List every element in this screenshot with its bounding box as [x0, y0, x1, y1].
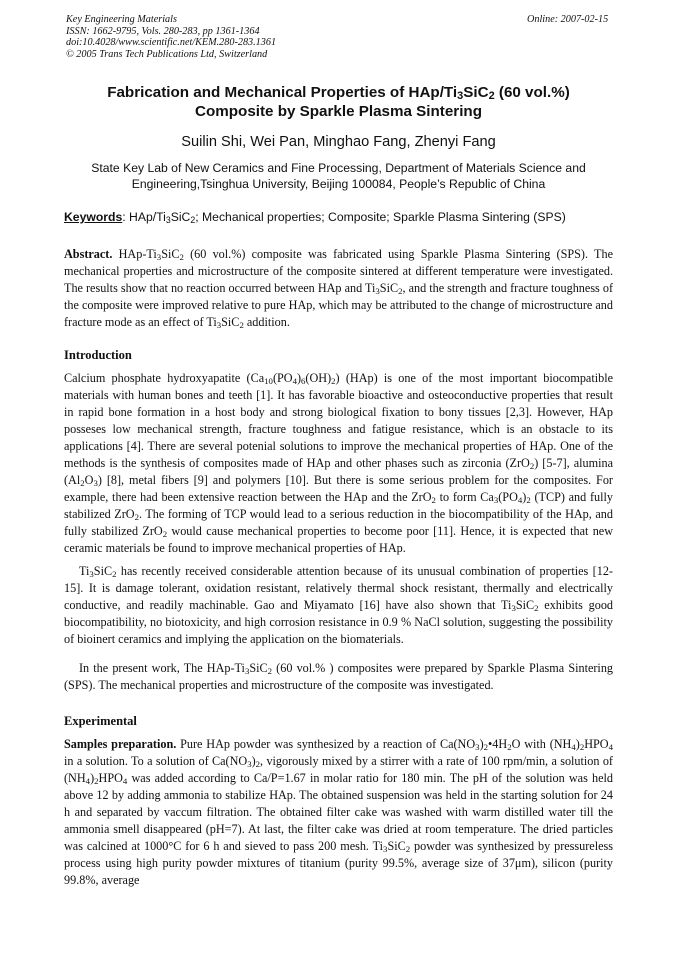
- online-date: Online: 2007-02-15: [527, 14, 609, 25]
- affiliation: [72, 160, 605, 192]
- abstract-paragraph: Abstract. HAp-$Ti_3SiC_2$ (60 vol.%) composite was fabricated using Sparkle Plasma Sintering (SPS). The mechanical properties and microstructure of the composite sintered at different temperature were investigated. The results show that no reaction occurred between HAp and $Ti_3SiC_2$, and the strength and fracture toughness of the composite were improved relative to pure HAp, which may be attributed to the change of microstructure and fracture mode as an effect of $Ti_3SiC_2$ addition.: [64, 247, 613, 330]
- affiliation-line-2: Engineering,Tsinghua University, Beijing 100084, People’s Republic of China: [131, 177, 546, 191]
- author-list: Suilin Shi, Wei Pan, Minghao Fang, Zhenyi Fang: [181, 134, 496, 150]
- paper-title: [62, 83, 615, 121]
- title-line-2: Composite by Sparkle Plasma Sintering: [195, 103, 482, 120]
- samples-preparation-label: Samples preparation.: [64, 737, 177, 751]
- affiliation-line-1: State Key Lab of New Ceramics and Fine Processing, Department of Materials Science and: [91, 161, 586, 175]
- journal-name: Key Engineering Materials: [66, 14, 177, 25]
- intro-paragraph-1: Calcium phosphate hydroxyapatite $(Ca_{10}(PO_4)_6(OH)_2)$ (HAp) is one of the most important biocompatible materials with human bones and teeth [1]. It has favorable bioactive and osteoconductive properties that result in rapid bone formation in a host body and strong biological fixation to bony tissues [2,3]. However, HAp posseses low mechanical strength, fracture toughness and fatigue resistance, which is an obstacle to its applications [4]. There are several potenial solutions to improve the mechanical properties of HAp. One of the methods is the synthesis of composites made of HAp and other phases such as zirconia (ZrO$_2$) [5-7], alumina $(Al_2O_3)$ [8], metal fibers [9] and polymers [10]. But there is some serious problem for the composites. For example, there had been extensive reaction between the HAp and the ZrO$_2$ to form $Ca_3(PO_4)_2$ (TCP) and fully stabilized ZrO$_2$. The forming of TCP would lead to a serious reduction in the biocompatibility of the HAp, and fully stabilized ZrO$_2$ would cause mechanical properties to become poor [11]. Hence, it is expected that new ceramic materials be found to improve mechanical properties of HAp.: [64, 371, 613, 555]
- keywords-label: Keywords: [64, 210, 123, 224]
- intro-paragraph-2: $Ti_3SiC_2$ has recently received considerable attention because of its unusual combination of properties [12-15]. It is damage tolerant, oxidation resistant, relatively thermal shock resistant, thermally and electrically conductive, and readily machinable. Gao and Miyamato [16] have also shown that $Ti_3SiC_2$ exhibits good biocompatibility, no biotoxicity, and high corrosion resistance in 0.9 % NaCl solution, suggesting the possibility of bioinert ceramics and implying the application on the biomaterials.: [64, 564, 614, 646]
- keywords-line: Keywords: HAp/$Ti_3SiC_2$; Mechanical properties; Composite; Sparkle Plasma Sintering (SPS): [64, 210, 566, 225]
- copyright-line: © 2005 Trans Tech Publications Ltd, Switzerland: [66, 48, 268, 60]
- title-line-1: Fabrication and Mechanical Properties of HAp/$Ti_3SiC_2$ (60 vol.%): [107, 84, 570, 102]
- issn-line: ISSN: 1662-9795, Vols. 280-283, pp 1361-1364: [66, 25, 260, 37]
- journal-header: [66, 14, 276, 60]
- abstract-label: Abstract.: [64, 247, 113, 261]
- experimental-paragraph: Samples preparation. Pure HAp powder was synthesized by a reaction of $Ca(NO_3)_2•4H_2O$ with $(NH_4)_2HPO_4$ in a solution. To a solution of $Ca(NO_3)_2$, vigorously mixed by a stirrer with a rate of 100 rpm/min, a solution of $(NH_4)_2HPO_4$ was added according to Ca/P=1.67 in molar ratio for 180 min. The pH of the solution was held above 12 by adding ammonia to stabilize HAp. The obtained suspension was held in the starting solution for 24 h and separated by vaccum filtration. The obtained filter cake was washed with warm distilled water till the ammonia smell disappeared (pH=7). At last, the filter cake was dried at room temperature. The dried particles was calcined at 1000°C for 6 h and sieved to pass 200 mesh. $Ti_3SiC_2$ powder was synthesized by pressureless process using high purity powder mixtures of titanium (purity 99.5%, average size of 37μm), silicon (purity 99.8%, average: [64, 737, 613, 887]
- section-heading-experimental: Experimental: [64, 714, 137, 728]
- section-heading-introduction: Introduction: [64, 348, 132, 362]
- intro-paragraph-3: In the present work, The HAp-$Ti_3SiC_2$ (60 vol.% ) composites were prepared by Sparkle Plasma Sintering (SPS). The mechanical properties and microstructure of the composite was investigated.: [64, 661, 614, 692]
- doi-line: doi:10.4028/www.scientific.net/KEM.280-283.1361: [66, 37, 277, 49]
